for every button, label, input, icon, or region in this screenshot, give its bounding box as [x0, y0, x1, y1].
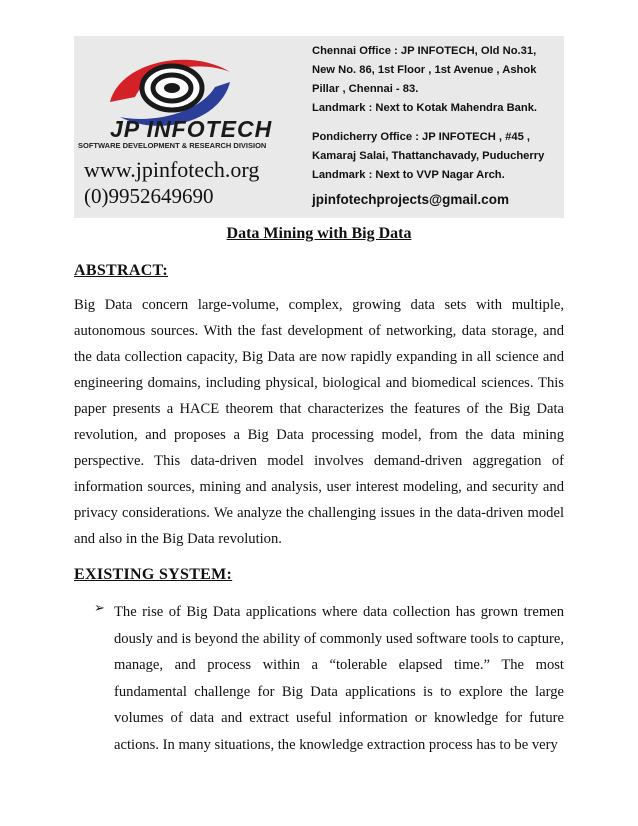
website-text: www.jpinfotech.org: [84, 157, 260, 182]
existing-system-heading: EXISTING SYSTEM:: [74, 566, 233, 583]
chennai-office-line: Pillar , Chennai - 83.: [312, 83, 419, 95]
chennai-office-line: Landmark : Next to Kotak Mahendra Bank.: [312, 102, 538, 114]
email-text: jpinfotechprojects@gmail.com: [312, 192, 509, 207]
arrow-bullet-icon: ➢: [94, 601, 105, 616]
division-tagline: SOFTWARE DEVELOPMENT & RESEARCH DIVISION: [78, 141, 267, 150]
pondicherry-office-line: Landmark : Next to VVP Nagar Arch.: [312, 169, 505, 181]
office-addresses: [312, 42, 562, 185]
brand-name: JP INFOTECH: [110, 116, 273, 142]
chennai-office-line: Chennai Office : JP INFOTECH, Old No.31,: [312, 45, 537, 57]
existing-system-bullet-text: The rise of Big Data applications where data collection has grown tremen dously and is beyond the ability of commonly used software tools to capture, manage, and process within a “tolerable elapsed time.” The most fundamental challenge for Big Data applications is to explore the large volumes of data and extract useful information or knowledge for future actions. In many situations, the knowledge extraction process has to be very: [114, 604, 564, 753]
document-title: Data Mining with Big Data: [226, 225, 412, 242]
phone-text: (0)9952649690: [84, 184, 214, 208]
abstract-heading: ABSTRACT:: [74, 262, 168, 279]
abstract-paragraph: Big Data concern large-volume, complex, growing data sets with multiple, autonomous sources. With the fast development of networking, data storage, and the data collection capacity, Big Data are now rapidly expanding in all science and engineering domains, including physical, biological and biomedical sciences. This paper presents a HACE theorem that characterizes the features of the Big Data revolution, and proposes a Big Data processing model, from the data mining perspective. This data-driven model involves demand-driven aggregation of information sources, mining and analysis, user interest modeling, and security and privacy considerations. We analyze the challenging issues in the data-driven model and also in the Big Data revolution.: [74, 297, 564, 547]
letterhead-banner: [74, 36, 564, 218]
pondicherry-office-line: Pondicherry Office : JP INFOTECH , #45 ,: [312, 131, 531, 143]
list-item: [94, 599, 564, 758]
chennai-office-line: New No. 86, 1st Floor , 1st Avenue , Ashok: [312, 64, 537, 76]
pondicherry-office-line: Kamaraj Salai, Thattanchavady, Puducherry: [312, 150, 545, 162]
